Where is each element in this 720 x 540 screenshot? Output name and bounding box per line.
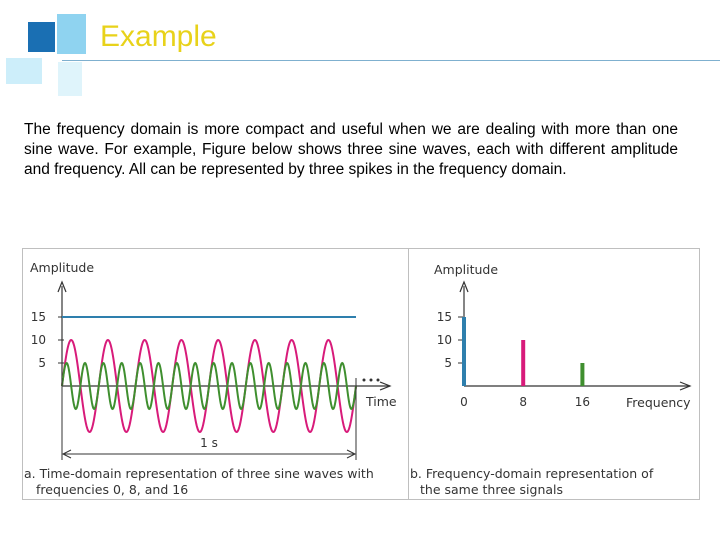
slide-title: Example — [100, 20, 217, 53]
y-tick-label: 15 — [30, 310, 46, 324]
x-tick-label: 8 — [519, 395, 528, 409]
decor-square-pale — [58, 62, 82, 96]
y-tick-label: 10 — [30, 333, 46, 347]
caption-line-2: frequencies 0, 8, and 16 — [36, 482, 189, 497]
x-axis-label: Frequency — [626, 395, 691, 410]
y-tick-label: 10 — [436, 333, 452, 347]
continuation-dot — [377, 379, 380, 382]
title-rule — [62, 60, 720, 61]
decor-square-cyan — [6, 58, 42, 84]
decor-square-blue — [28, 22, 56, 52]
y-tick-label: 5 — [38, 356, 46, 370]
caption-line-1: a. Time-domain representation of three sine waves with — [24, 466, 374, 481]
caption-line-2: the same three signals — [420, 482, 564, 497]
y-tick-label: 5 — [444, 356, 452, 370]
continuation-dot — [363, 379, 366, 382]
y-axis-label: Amplitude — [434, 262, 499, 277]
frequency-domain-chart — [408, 248, 700, 500]
spike-freq-0 — [462, 317, 466, 386]
spike-freq-16 — [580, 363, 584, 386]
body-paragraph: The frequency domain is more compact and useful when we are dealing with more than one sine wave. For example, Figure below shows three sine waves, each with different amplitude and frequency. All can be represented by three spikes in the frequency domain. — [24, 121, 678, 178]
x-tick-label: 16 — [574, 395, 591, 409]
decor-vline — [55, 8, 57, 100]
figure — [22, 248, 700, 500]
decor-hline — [6, 56, 86, 58]
caption-line-1: b. Frequency-domain representation of — [410, 466, 654, 481]
continuation-dot — [370, 379, 373, 382]
duration-label: 1 s — [200, 436, 218, 450]
chart-border — [409, 249, 700, 500]
time-domain-chart — [22, 248, 410, 500]
x-axis-label: Time — [366, 394, 397, 409]
spike-freq-8 — [521, 340, 525, 386]
y-tick-label: 15 — [436, 310, 452, 324]
y-axis-label: Amplitude — [30, 260, 95, 275]
x-tick-label: 0 — [460, 395, 468, 409]
decor-square-light — [56, 14, 86, 54]
